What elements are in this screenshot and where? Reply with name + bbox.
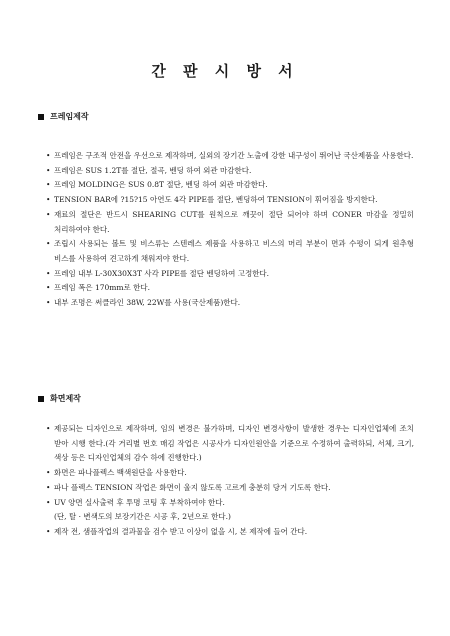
document-title: 간 판 시 방 서 — [151, 62, 299, 80]
list-item: • 프레임 MOLDING은 SUS 0.8T 절단, 벤딩 하여 외관 마감한다. — [46, 178, 414, 193]
list-item: • TENSION BAR에 ?15?15 아연도 4각 PIPE를 절단, 벤딩하여 TENSION이 휘어짐을 방지한다. — [46, 193, 414, 208]
list-item: • 프레임은 구조적 안전을 우선으로 제작하며, 실외의 장기간 노출에 강한 내구성이 뛰어난 국산제품을 사용한다. — [46, 149, 414, 164]
bullet-icon: • — [46, 180, 51, 190]
list-item: • 프레임은 SUS 1.2T를 절단, 절곡, 벤딩 하여 외관 마감한다. — [46, 164, 414, 179]
list-item: • 조립시 사용되는 볼트 및 비스류는 스텐레스 제품을 사용하고 비스의 머리 부분이 면과 수평이 되게 원추형 비스를 사용하여 견고하게 채워져야 한다. — [46, 239, 414, 263]
bullet-icon: • — [46, 195, 51, 205]
section-heading-label: 화면제작 — [50, 393, 81, 403]
list-item: • 재료의 절단은 반드시 SHEARING CUT를 원칙으로 깨끗이 절단 되어야 하며 CONER 마감을 정밀히 처리하여야 한다. — [46, 209, 414, 234]
section-heading-label: 프레임제작 — [50, 111, 89, 121]
square-bullet-icon — [38, 114, 44, 120]
list-item: • 프레임 폭은 170mm로 한다. — [46, 281, 414, 296]
warranty-note: (단, 탈 · 변색도의 보장기간은 시공 후, 2년으로 한다.) — [54, 512, 231, 522]
section-heading-frame — [38, 111, 89, 122]
list-item: • 제공되는 디자인으로 제작하며, 임의 변경은 불가하며, 디자인 변경사항이 발생한 경우는 디자인업체에 조치 받아 시행 한다.(각 거리별 번호 매김 작업은 시공사가 디자인원안을 기준으로 수정하여 출력하되, 서체, 크기, 색상 등은 디자인업체의 감수 하에 진행한다.) — [46, 424, 414, 463]
bullet-icon: • — [46, 424, 51, 433]
bullet-icon: • — [46, 482, 51, 492]
list-item: • 프레임 내부 L-30X30X3T 사각 PIPE를 절단 벤딩하여 고정한다. — [46, 267, 414, 282]
bullet-icon: • — [46, 151, 51, 160]
screen-spec-list — [46, 422, 414, 540]
list-item: • 파나 플렉스 TENSION 작업은 화면이 울지 않도록 고르게 충분히 당겨 기도록 한다. — [46, 481, 414, 496]
list-item: • 화면은 파나플렉스 백색원단을 사용한다. — [46, 466, 414, 481]
section-heading-screen — [38, 393, 81, 404]
list-item: • UV 양면 실사출력 후 투명 코팅 후 부착하여야 한다. — [46, 496, 414, 511]
list-item: • 제작 전, 샘플작업의 결과물을 검수 받고 이상이 없을 시, 본 제작에 들어 간다. — [46, 525, 414, 540]
bullet-icon: • — [46, 283, 51, 293]
frame-spec-list — [46, 149, 414, 311]
bullet-icon: • — [46, 526, 51, 536]
bullet-icon: • — [46, 239, 51, 249]
bullet-icon: • — [46, 209, 51, 219]
list-item: • 내부 조명은 써클라인 38W, 22W를 사용(국산제품)한다. — [46, 296, 414, 311]
bullet-icon: • — [46, 468, 51, 478]
bullet-icon: • — [46, 268, 51, 278]
bullet-icon: • — [46, 298, 51, 308]
bullet-icon: • — [46, 497, 51, 507]
square-bullet-icon — [38, 396, 44, 402]
bullet-icon: • — [46, 165, 51, 175]
